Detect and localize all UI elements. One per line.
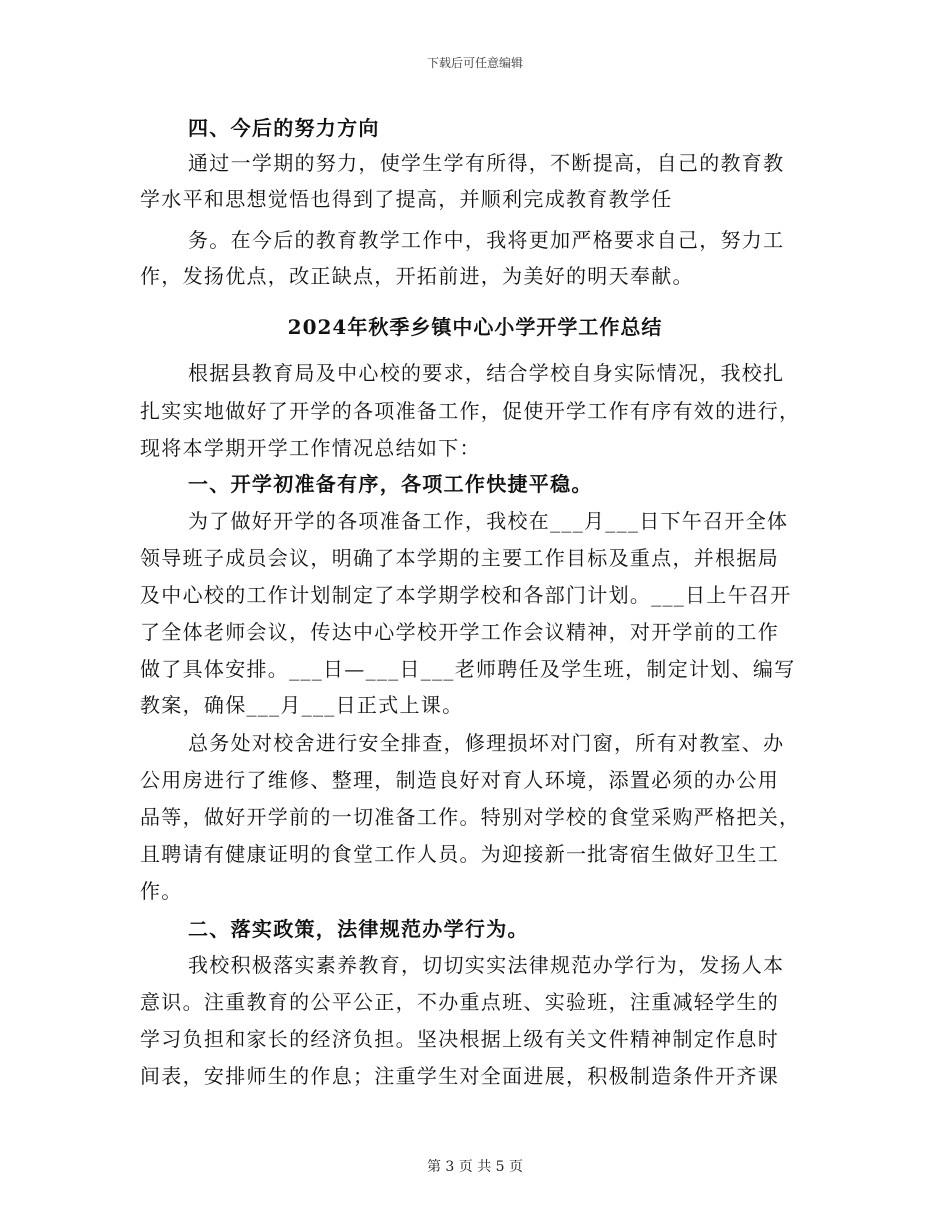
- paragraph-line: 总务处对校舍进行安全排查，修理损坏对门窗，所有对教室、办: [188, 731, 785, 755]
- paragraph-line: 扎实实地做好了开学的各项准备工作，促使开学工作有序有效的进行，: [140, 399, 801, 423]
- section-heading-1: 一、开学初准备有序，各项工作快捷平稳。: [188, 472, 593, 496]
- paragraph-line: 间表，安排师生的作息；注重学生对全面进展，积极制造条件开齐课: [140, 1064, 779, 1088]
- paragraph-line: 及中心校的工作计划制定了本学期学校和各部门计划。___日上午召开: [140, 583, 792, 607]
- paragraph-line: 为了做好开学的各项准备工作，我校在___月___日下午召开全体: [188, 509, 789, 533]
- page-footer: 第 3 页 共 5 页: [426, 1159, 524, 1175]
- document-title: 2024年秋季乡镇中心小学开学工作总结: [287, 315, 663, 339]
- paragraph-line: 意识。注重教育的公平公正，不办重点班、实验班，注重减轻学生的: [140, 990, 779, 1014]
- paragraph-line: 且聘请有健康证明的食堂工作人员。为迎接新一批寄宿生做好卫生工: [140, 842, 779, 866]
- paragraph-line: 做了具体安排。___日—___日___老师聘任及学生班，制定计划、编写: [140, 657, 796, 681]
- paragraph-line: 学水平和思想觉悟也得到了提高，并顺利完成教育教学任: [140, 187, 673, 211]
- paragraph-line: 务。在今后的教育教学工作中，我将更加严格要求自己，努力工: [188, 228, 785, 252]
- paragraph-line: 公用房进行了维修、整理，制造良好对育人环境，添置必须的办公用: [140, 768, 779, 792]
- section-heading-4: 四、今后的努力方向: [188, 116, 380, 140]
- page-header: 下载后可任意编辑: [426, 56, 523, 70]
- paragraph-line: 根据县教育局及中心校的要求，结合学校自身实际情况，我校扎: [188, 361, 785, 385]
- paragraph-line: 教案，确保___月___日正式上课。: [140, 693, 464, 717]
- section-heading-2: 二、落实政策，法律规范办学行为。: [188, 917, 529, 941]
- paragraph-line: 了全体老师会议，传达中心学校开学工作会议精神，对开学前的工作: [140, 620, 779, 644]
- paragraph-line: 作。: [140, 879, 183, 903]
- paragraph-line: 领导班子成员会议，明确了本学期的主要工作目标及重点，并根据局: [140, 546, 779, 570]
- paragraph-line: 现将本学期开学工作情况总结如下：: [140, 436, 481, 460]
- paragraph-line: 作，发扬优点，改正缺点，开拓前进，为美好的明天奉献。: [140, 264, 694, 288]
- paragraph-line: 我校积极落实素养教育，切切实实法律规范办学行为，发扬人本: [188, 953, 785, 977]
- paragraph-line: 通过一学期的努力，使学生学有所得，不断提高，自己的教育教: [188, 151, 785, 175]
- paragraph-line: 学习负担和家长的经济负担。坚决根据上级有关文件精神制定作息时: [140, 1027, 779, 1051]
- paragraph-line: 品等，做好开学前的一切准备工作。特别对学校的食堂采购严格把关，: [140, 805, 801, 829]
